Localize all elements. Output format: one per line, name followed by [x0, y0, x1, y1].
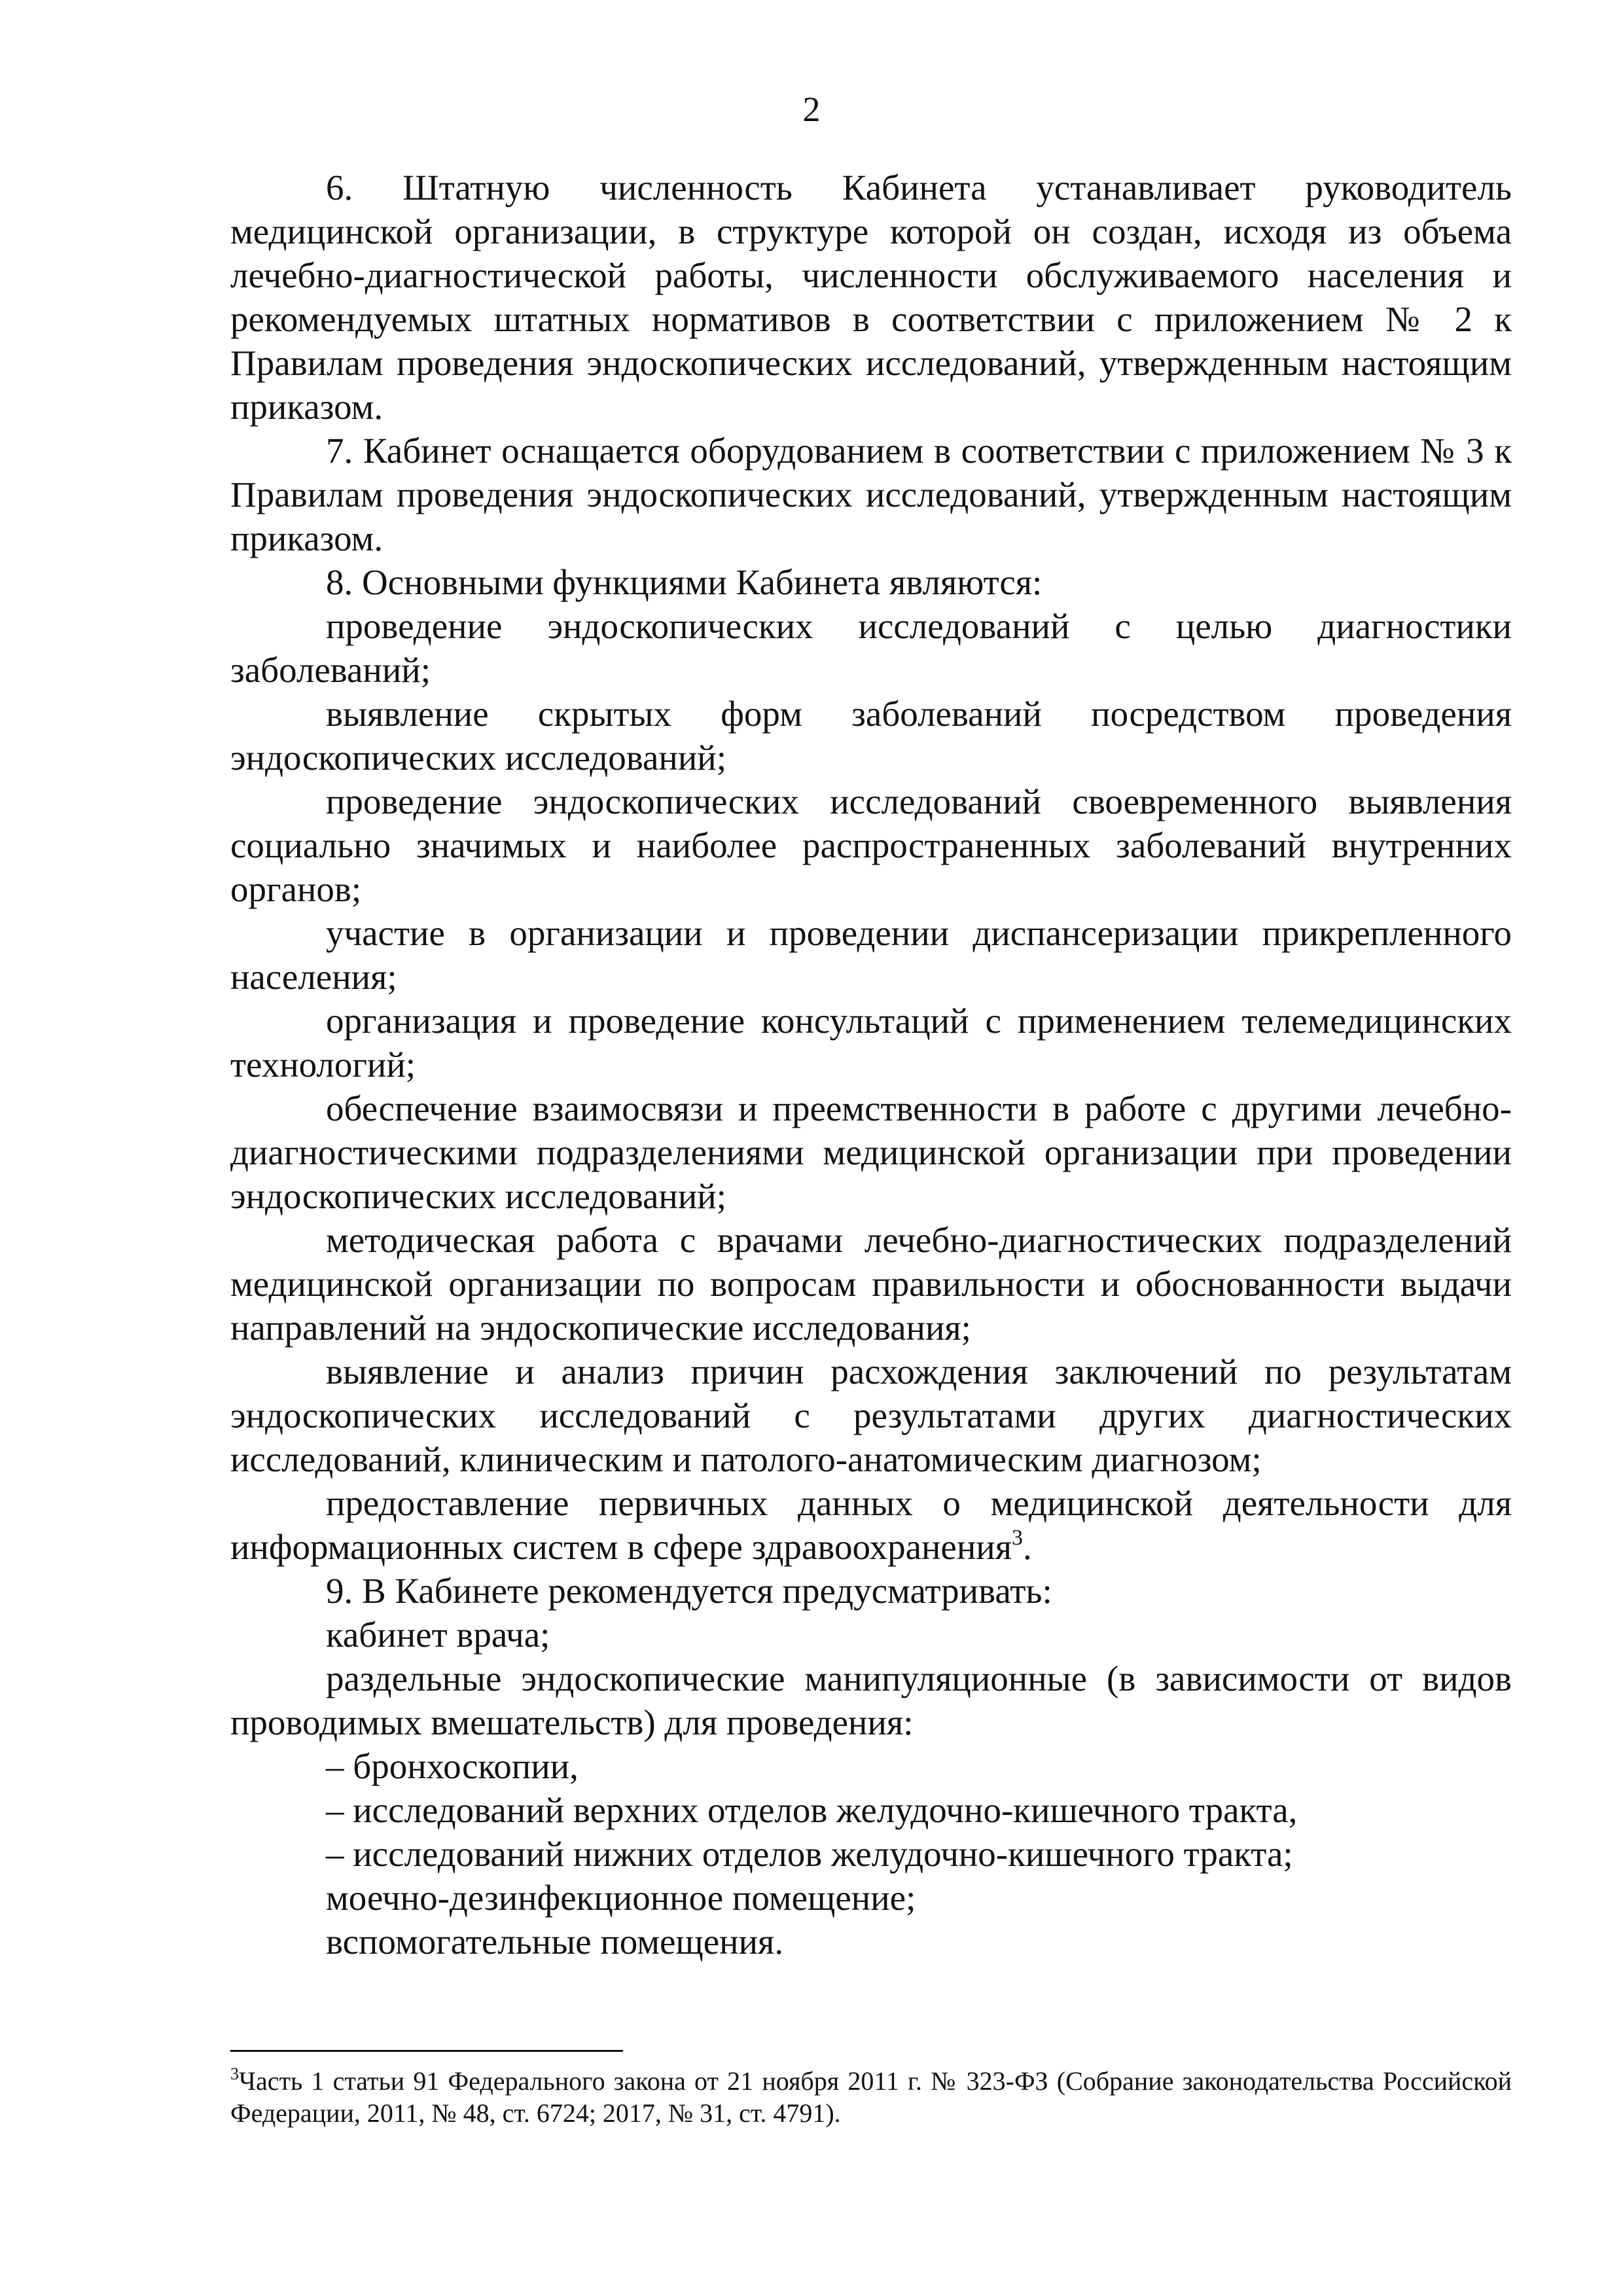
- paragraph-6: 6. Штатную численность Кабинета устанавливает руководитель медицинской организации, в структуре которой он создан, исходя из объема лечебно-диагностической работы, численности обслуживаемого населения и рекомендуемых штатных нормативов в соответствии с приложением № 2 к Правилам проведения эндоскопических исследований, утвержденным настоящим приказом.: [230, 168, 1512, 427]
- footnote-mark: 3: [230, 2064, 239, 2083]
- function-item: проведение эндоскопических исследований своевременного выявления социально значимых и наиболее распространенных заболеваний внутренних органов;: [230, 781, 1512, 909]
- paragraph-9-heading: 9. В Кабинете рекомендуется предусматривать:: [326, 1571, 1052, 1611]
- procedure-item: – исследований нижних отделов желудочно-кишечного тракта;: [326, 1834, 1293, 1874]
- function-item: участие в организации и проведении диспансеризации прикрепленного населения;: [230, 913, 1512, 997]
- footnote-separator: [230, 2050, 623, 2052]
- room-item: кабинет врача;: [326, 1615, 550, 1655]
- document-body: [230, 166, 1512, 1964]
- procedure-item: – исследований верхних отделов желудочно-кишечного тракта,: [326, 1790, 1298, 1830]
- function-item: методическая работа с врачами лечебно-диагностических подразделений медицинской организации по вопросам правильности и обоснованности выдачи направлений на эндоскопические исследования;: [230, 1220, 1512, 1348]
- function-item: организация и проведение консультаций с применением телемедицинских технологий;: [230, 1001, 1512, 1085]
- function-item: обеспечение взаимосвязи и преемственности в работе с другими лечебно-диагностическими подразделениями медицинской организации при проведении эндоскопических исследований;: [230, 1088, 1512, 1216]
- function-item: выявление и анализ причин расхождения заключений по результатам эндоскопических исследований с результатами других диагностических исследований, клиническим и патолого-анатомическим диагнозом;: [230, 1352, 1512, 1479]
- function-item: выявление скрытых форм заболеваний посредством проведения эндоскопических исследований;: [230, 694, 1512, 778]
- function-item-punctuation: .: [1023, 1527, 1032, 1567]
- footnote: [230, 2065, 1512, 2129]
- page-number: 2: [802, 90, 821, 129]
- paragraph-8-heading: 8. Основными функциями Кабинета являются:: [326, 562, 1043, 602]
- room-item: раздельные эндоскопические манипуляционные (в зависимости от видов проводимых вмешательств) для проведения:: [230, 1659, 1512, 1742]
- procedure-item: – бронхоскопии,: [326, 1746, 579, 1786]
- footnote-text: Часть 1 статьи 91 Федерального закона от 21 ноября 2011 г. № 323-ФЗ (Собрание законодательства Российской Федерации, 2011, № 48, ст. 6724; 2017, № 31, ст. 4791).: [230, 2066, 1512, 2128]
- function-item: проведение эндоскопических исследований с целью диагностики заболеваний;: [230, 606, 1512, 690]
- room-item: вспомогательные помещения.: [326, 1922, 784, 1962]
- function-item-with-footnote: [230, 1481, 1512, 1569]
- footnote-reference[interactable]: 3: [1012, 1526, 1023, 1550]
- function-item-text: предоставление первичных данных о медицинской деятельности для информационных систем в сфере здравоохранения: [230, 1483, 1512, 1567]
- room-item: моечно-дезинфекционное помещение;: [326, 1878, 916, 1918]
- paragraph-7: 7. Кабинет оснащается оборудованием в соответствии с приложением № 3 к Правилам проведения эндоскопических исследований, утвержденным настоящим приказом.: [230, 431, 1512, 558]
